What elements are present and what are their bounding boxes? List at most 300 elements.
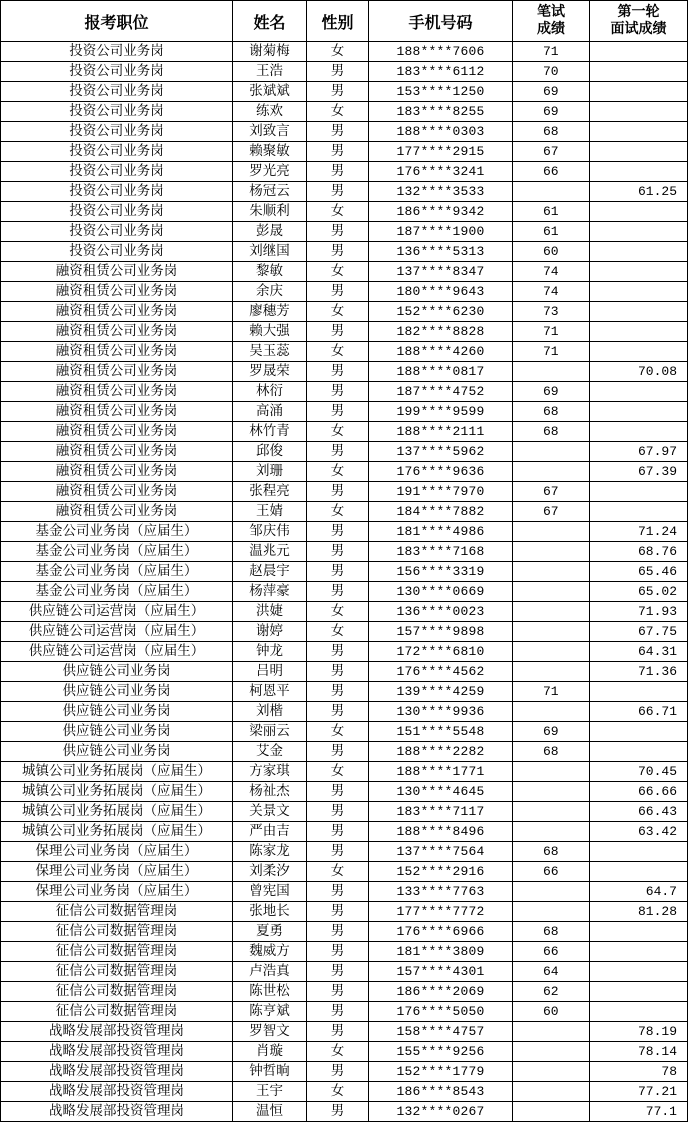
cell-position: 投资公司业务岗 [1,222,233,242]
cell-interview-score [590,962,688,982]
table-row [1,402,688,422]
cell-gender: 男 [307,142,369,162]
header-written-line1: 笔试 [537,4,565,20]
cell-interview-score: 71.24 [590,522,688,542]
cell-interview-score [590,242,688,262]
cell-name: 高涌 [233,402,307,422]
cell-name: 吕明 [233,662,307,682]
cell-interview-score [590,742,688,762]
cell-gender: 女 [307,202,369,222]
cell-phone: 186****2069 [369,982,513,1002]
cell-gender: 男 [307,182,369,202]
cell-written-score: 69 [513,382,590,402]
cell-written-score [513,1062,590,1082]
cell-name: 杨冠云 [233,182,307,202]
cell-name: 罗智文 [233,1022,307,1042]
cell-position: 战略发展部投资管理岗 [1,1062,233,1082]
cell-name: 刘柔汐 [233,862,307,882]
cell-interview-score: 70.08 [590,362,688,382]
cell-written-score: 66 [513,162,590,182]
cell-gender: 男 [307,382,369,402]
cell-interview-score [590,502,688,522]
cell-gender: 男 [307,962,369,982]
cell-interview-score: 67.97 [590,442,688,462]
cell-written-score [513,562,590,582]
cell-written-score: 68 [513,402,590,422]
cell-phone: 133****7763 [369,882,513,902]
cell-gender: 男 [307,82,369,102]
cell-interview-score [590,142,688,162]
cell-position: 融资租赁公司业务岗 [1,482,233,502]
cell-interview-score: 65.46 [590,562,688,582]
cell-position: 征信公司数据管理岗 [1,962,233,982]
table-row [1,102,688,122]
cell-interview-score [590,402,688,422]
cell-phone: 188****8496 [369,822,513,842]
cell-gender: 男 [307,582,369,602]
cell-interview-score [590,842,688,862]
cell-interview-score [590,322,688,342]
cell-interview-score: 77.21 [590,1082,688,1102]
cell-interview-score [590,942,688,962]
table-row [1,782,688,802]
table-row [1,582,688,602]
cell-name: 洪婕 [233,602,307,622]
table-row [1,462,688,482]
cell-phone: 152****6230 [369,302,513,322]
cell-phone: 130****9936 [369,702,513,722]
table-row [1,522,688,542]
cell-gender: 男 [307,742,369,762]
cell-phone: 181****3809 [369,942,513,962]
cell-position: 融资租赁公司业务岗 [1,322,233,342]
cell-position: 投资公司业务岗 [1,82,233,102]
table-body [1,42,688,1122]
cell-name: 温恒 [233,1102,307,1122]
cell-phone: 188****2111 [369,422,513,442]
cell-name: 温兆元 [233,542,307,562]
cell-name: 夏勇 [233,922,307,942]
cell-written-score [513,582,590,602]
cell-position: 供应链公司运营岗（应届生） [1,622,233,642]
cell-gender: 男 [307,1102,369,1122]
cell-phone: 158****4757 [369,1022,513,1042]
cell-written-score: 60 [513,1002,590,1022]
cell-phone: 176****5050 [369,1002,513,1022]
cell-name: 赖聚敏 [233,142,307,162]
cell-position: 投资公司业务岗 [1,162,233,182]
table-row [1,362,688,382]
table-row [1,222,688,242]
cell-position: 征信公司数据管理岗 [1,922,233,942]
cell-position: 供应链公司运营岗（应届生） [1,602,233,622]
cell-gender: 男 [307,662,369,682]
cell-phone: 183****8255 [369,102,513,122]
cell-gender: 女 [307,502,369,522]
cell-position: 战略发展部投资管理岗 [1,1022,233,1042]
cell-gender: 男 [307,682,369,702]
cell-written-score [513,882,590,902]
cell-gender: 男 [307,242,369,262]
cell-written-score: 68 [513,842,590,862]
cell-written-score [513,822,590,842]
table-row [1,742,688,762]
cell-phone: 188****0817 [369,362,513,382]
cell-gender: 男 [307,702,369,722]
cell-name: 艾金 [233,742,307,762]
cell-name: 谢婷 [233,622,307,642]
table-row [1,122,688,142]
cell-position: 融资租赁公司业务岗 [1,282,233,302]
cell-name: 张程亮 [233,482,307,502]
cell-gender: 男 [307,322,369,342]
cell-name: 彭晟 [233,222,307,242]
cell-gender: 男 [307,1022,369,1042]
cell-name: 王婧 [233,502,307,522]
cell-name: 朱顺利 [233,202,307,222]
table-row [1,82,688,102]
cell-phone: 152****1779 [369,1062,513,1082]
cell-position: 城镇公司业务拓展岗（应届生） [1,762,233,782]
cell-gender: 女 [307,622,369,642]
cell-name: 严由吉 [233,822,307,842]
cell-name: 赵晨宇 [233,562,307,582]
table-row [1,422,688,442]
cell-written-score [513,442,590,462]
cell-interview-score [590,162,688,182]
cell-interview-score [590,222,688,242]
cell-position: 征信公司数据管理岗 [1,982,233,1002]
cell-written-score: 61 [513,222,590,242]
header-interview-line2: 面试成绩 [610,21,667,37]
cell-name: 王浩 [233,62,307,82]
cell-written-score: 68 [513,122,590,142]
header-position: 报考职位 [1,1,233,42]
cell-name: 廖穗芳 [233,302,307,322]
cell-interview-score [590,262,688,282]
cell-gender: 女 [307,262,369,282]
cell-phone: 132****3533 [369,182,513,202]
table-row [1,242,688,262]
cell-interview-score [590,422,688,442]
table-row [1,482,688,502]
cell-position: 保理公司业务岗（应届生） [1,862,233,882]
table-row [1,902,688,922]
cell-gender: 男 [307,942,369,962]
cell-gender: 女 [307,422,369,442]
cell-interview-score: 78.19 [590,1022,688,1042]
cell-interview-score: 66.66 [590,782,688,802]
table-row [1,722,688,742]
cell-phone: 186****9342 [369,202,513,222]
table-row [1,862,688,882]
cell-position: 供应链公司运营岗（应届生） [1,642,233,662]
cell-written-score [513,522,590,542]
cell-phone: 187****1900 [369,222,513,242]
cell-name: 卢浩真 [233,962,307,982]
cell-position: 基金公司业务岗（应届生） [1,582,233,602]
cell-gender: 男 [307,882,369,902]
cell-gender: 男 [307,442,369,462]
table-row [1,982,688,1002]
cell-gender: 男 [307,1062,369,1082]
table-row [1,802,688,822]
cell-written-score: 68 [513,742,590,762]
cell-position: 融资租赁公司业务岗 [1,422,233,442]
cell-phone: 187****4752 [369,382,513,402]
cell-interview-score [590,482,688,502]
cell-name: 陈亨斌 [233,1002,307,1022]
cell-interview-score: 66.43 [590,802,688,822]
cell-position: 投资公司业务岗 [1,42,233,62]
cell-gender: 女 [307,762,369,782]
table-row [1,62,688,82]
cell-gender: 男 [307,542,369,562]
cell-phone: 136****0023 [369,602,513,622]
cell-phone: 139****4259 [369,682,513,702]
cell-position: 战略发展部投资管理岗 [1,1082,233,1102]
cell-phone: 176****4562 [369,662,513,682]
cell-written-score: 66 [513,942,590,962]
cell-position: 战略发展部投资管理岗 [1,1042,233,1062]
table-row [1,842,688,862]
cell-gender: 男 [307,222,369,242]
cell-phone: 184****7882 [369,502,513,522]
cell-written-score [513,762,590,782]
cell-written-score: 71 [513,322,590,342]
cell-name: 魏威方 [233,942,307,962]
table-row [1,442,688,462]
cell-phone: 183****7117 [369,802,513,822]
table-row [1,602,688,622]
cell-position: 征信公司数据管理岗 [1,942,233,962]
cell-gender: 女 [307,1082,369,1102]
cell-position: 基金公司业务岗（应届生） [1,562,233,582]
cell-gender: 男 [307,122,369,142]
header-written-score [513,1,590,42]
cell-interview-score [590,922,688,942]
cell-written-score [513,702,590,722]
cell-written-score [513,1082,590,1102]
cell-interview-score: 77.1 [590,1102,688,1122]
cell-phone: 157****9898 [369,622,513,642]
cell-position: 融资租赁公司业务岗 [1,442,233,462]
cell-gender: 女 [307,102,369,122]
cell-gender: 男 [307,162,369,182]
cell-position: 供应链公司业务岗 [1,662,233,682]
cell-written-score: 71 [513,342,590,362]
cell-gender: 男 [307,642,369,662]
cell-written-score [513,902,590,922]
cell-interview-score [590,42,688,62]
cell-written-score: 67 [513,482,590,502]
cell-gender: 男 [307,482,369,502]
cell-position: 投资公司业务岗 [1,202,233,222]
cell-interview-score [590,982,688,1002]
table-row [1,282,688,302]
table-row [1,162,688,182]
cell-gender: 男 [307,62,369,82]
cell-phone: 130****4645 [369,782,513,802]
table-row [1,562,688,582]
cell-position: 投资公司业务岗 [1,142,233,162]
cell-name: 练欢 [233,102,307,122]
table-row [1,1062,688,1082]
cell-gender: 男 [307,802,369,822]
cell-written-score [513,1022,590,1042]
cell-interview-score: 65.02 [590,582,688,602]
table-row [1,762,688,782]
cell-gender: 男 [307,822,369,842]
cell-gender: 男 [307,842,369,862]
cell-position: 融资租赁公司业务岗 [1,302,233,322]
cell-interview-score: 61.25 [590,182,688,202]
table-row [1,702,688,722]
header-phone: 手机号码 [369,1,513,42]
cell-interview-score [590,282,688,302]
cell-interview-score: 64.7 [590,882,688,902]
header-interview-line1: 第一轮 [617,4,660,20]
table-row [1,882,688,902]
cell-gender: 男 [307,982,369,1002]
cell-interview-score [590,102,688,122]
cell-position: 征信公司数据管理岗 [1,1002,233,1022]
cell-name: 黎敏 [233,262,307,282]
cell-written-score: 68 [513,422,590,442]
cell-phone: 177****2915 [369,142,513,162]
cell-phone: 188****7606 [369,42,513,62]
header-written-line2: 成绩 [537,21,565,37]
table-row [1,542,688,562]
table-row [1,202,688,222]
cell-position: 融资租赁公司业务岗 [1,262,233,282]
table-row [1,142,688,162]
cell-name: 关景文 [233,802,307,822]
table-row [1,1042,688,1062]
cell-phone: 176****9636 [369,462,513,482]
cell-phone: 176****6966 [369,922,513,942]
cell-gender: 男 [307,922,369,942]
cell-name: 陈世松 [233,982,307,1002]
cell-gender: 女 [307,862,369,882]
cell-gender: 男 [307,1002,369,1022]
cell-gender: 女 [307,722,369,742]
cell-gender: 男 [307,362,369,382]
table-row [1,42,688,62]
cell-written-score: 64 [513,962,590,982]
cell-written-score [513,1102,590,1122]
table-row [1,382,688,402]
cell-position: 城镇公司业务拓展岗（应届生） [1,822,233,842]
cell-position: 基金公司业务岗（应届生） [1,522,233,542]
cell-phone: 186****8543 [369,1082,513,1102]
cell-interview-score [590,682,688,702]
cell-interview-score: 71.93 [590,602,688,622]
cell-name: 柯恩平 [233,682,307,702]
cell-phone: 153****1250 [369,82,513,102]
cell-phone: 180****9643 [369,282,513,302]
cell-written-score: 70 [513,62,590,82]
table-row [1,1022,688,1042]
cell-name: 罗光亮 [233,162,307,182]
cell-interview-score: 67.39 [590,462,688,482]
cell-position: 战略发展部投资管理岗 [1,1102,233,1122]
cell-interview-score [590,122,688,142]
cell-position: 投资公司业务岗 [1,242,233,262]
cell-gender: 女 [307,302,369,322]
cell-interview-score [590,862,688,882]
cell-name: 张地长 [233,902,307,922]
cell-position: 城镇公司业务拓展岗（应届生） [1,782,233,802]
cell-phone: 199****9599 [369,402,513,422]
cell-position: 融资租赁公司业务岗 [1,382,233,402]
cell-written-score [513,542,590,562]
cell-name: 余庆 [233,282,307,302]
cell-name: 刘继国 [233,242,307,262]
table-row [1,322,688,342]
table-row [1,502,688,522]
cell-phone: 191****7970 [369,482,513,502]
cell-name: 林衍 [233,382,307,402]
cell-name: 吴玉蕊 [233,342,307,362]
cell-phone: 181****4986 [369,522,513,542]
cell-phone: 152****2916 [369,862,513,882]
table-row [1,1082,688,1102]
cell-name: 刘致言 [233,122,307,142]
cell-name: 曾宪国 [233,882,307,902]
cell-name: 梁丽云 [233,722,307,742]
cell-written-score: 73 [513,302,590,322]
cell-name: 邹庆伟 [233,522,307,542]
cell-position: 供应链公司业务岗 [1,702,233,722]
cell-written-score: 61 [513,202,590,222]
cell-name: 赖大强 [233,322,307,342]
cell-written-score: 67 [513,502,590,522]
cell-gender: 女 [307,42,369,62]
cell-position: 征信公司数据管理岗 [1,902,233,922]
cell-written-score [513,642,590,662]
cell-gender: 女 [307,462,369,482]
cell-name: 方家琪 [233,762,307,782]
cell-written-score [513,362,590,382]
cell-phone: 130****0669 [369,582,513,602]
cell-position: 保理公司业务岗（应届生） [1,882,233,902]
cell-position: 供应链公司业务岗 [1,722,233,742]
cell-position: 基金公司业务岗（应届生） [1,542,233,562]
cell-interview-score [590,82,688,102]
cell-gender: 男 [307,522,369,542]
cell-interview-score [590,1002,688,1022]
cell-phone: 172****6810 [369,642,513,662]
cell-interview-score: 81.28 [590,902,688,922]
cell-phone: 183****7168 [369,542,513,562]
cell-position: 投资公司业务岗 [1,182,233,202]
cell-position: 融资租赁公司业务岗 [1,462,233,482]
cell-interview-score [590,202,688,222]
cell-phone: 155****9256 [369,1042,513,1062]
cell-interview-score: 67.75 [590,622,688,642]
table-header-row [1,1,688,42]
cell-interview-score: 70.45 [590,762,688,782]
cell-name: 刘楷 [233,702,307,722]
cell-interview-score: 64.31 [590,642,688,662]
cell-gender: 男 [307,902,369,922]
cell-written-score [513,782,590,802]
cell-phone: 137****7564 [369,842,513,862]
cell-written-score: 68 [513,922,590,942]
cell-gender: 男 [307,562,369,582]
table-row [1,302,688,322]
